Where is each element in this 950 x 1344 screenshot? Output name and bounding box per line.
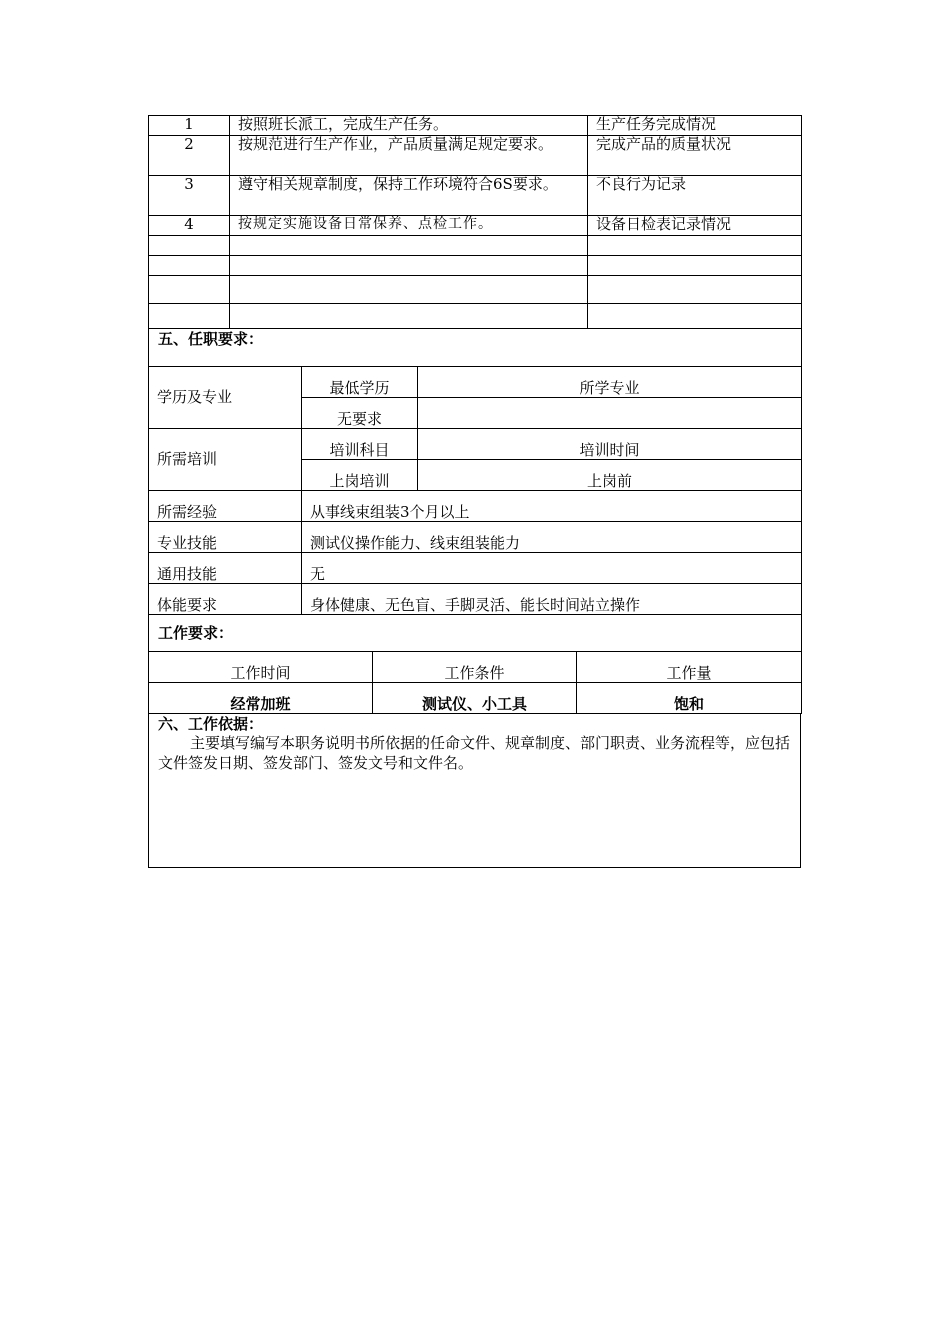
work-condition-value: 测试仪、小工具 (373, 683, 577, 714)
duty-standard: 设备日检表记录情况 (588, 216, 802, 236)
duty-number: 1 (149, 116, 230, 136)
duty-number: 4 (149, 216, 230, 236)
duty-standard: 不良行为记录 (588, 176, 802, 216)
experience-label: 所需经验 (149, 491, 302, 522)
basis-table (148, 713, 801, 868)
job-description-sheet (148, 115, 801, 868)
major-value (418, 398, 802, 429)
duty-row (149, 176, 802, 216)
general-skills-value: 无 (302, 553, 802, 584)
education-label: 学历及专业 (149, 367, 302, 429)
training-time-value: 上岗前 (418, 460, 802, 491)
work-condition-header: 工作条件 (373, 652, 577, 683)
qualification-table (148, 328, 802, 615)
duty-content: 按规定实施设备日常保养、点检工作。 (230, 216, 588, 236)
general-skills-label: 通用技能 (149, 553, 302, 584)
duty-row (149, 116, 802, 136)
duty-content: 按规范进行生产作业，产品质量满足规定要求。 (230, 136, 588, 176)
duties-table (148, 115, 802, 329)
physical-label: 体能要求 (149, 584, 302, 615)
section-5-title: 五、任职要求： (149, 329, 802, 367)
duty-content: 遵守相关规章制度，保持工作环境符合6S要求。 (230, 176, 588, 216)
training-time-header: 培训时间 (418, 429, 802, 460)
work-requirements-table (148, 614, 802, 714)
experience-value: 从事线束组装3个月以上 (302, 491, 802, 522)
empty-row (149, 304, 802, 329)
min-education-value: 无要求 (302, 398, 418, 429)
major-header: 所学专业 (418, 367, 802, 398)
section-6-title: 六、工作依据： (158, 715, 264, 733)
workload-value: 饱和 (577, 683, 802, 714)
empty-row (149, 256, 802, 276)
duty-number: 2 (149, 136, 230, 176)
professional-skills-label: 专业技能 (149, 522, 302, 553)
training-subject-header: 培训科目 (302, 429, 418, 460)
workload-header: 工作量 (577, 652, 802, 683)
training-subject-value: 上岗培训 (302, 460, 418, 491)
empty-row (149, 276, 802, 304)
work-time-header: 工作时间 (149, 652, 373, 683)
duty-row (149, 216, 802, 236)
work-time-value: 经常加班 (149, 683, 373, 714)
duty-row (149, 136, 802, 176)
duty-standard: 完成产品的质量状况 (588, 136, 802, 176)
duty-number: 3 (149, 176, 230, 216)
duty-standard: 生产任务完成情况 (588, 116, 802, 136)
professional-skills-value: 测试仪操作能力、线束组装能力 (302, 522, 802, 553)
duty-content: 按照班长派工，完成生产任务。 (230, 116, 588, 136)
training-label: 所需培训 (149, 429, 302, 491)
physical-value: 身体健康、无色盲、手脚灵活、能长时间站立操作 (302, 584, 802, 615)
empty-row (149, 236, 802, 256)
min-education-header: 最低学历 (302, 367, 418, 398)
work-requirements-title: 工作要求： (149, 615, 802, 652)
section-6-body: 主要填写编写本职务说明书所依据的任命文件、规章制度、部门职责、业务流程等，应包括文件签发日期、签发部门、签发文号和文件名。 (158, 734, 791, 772)
